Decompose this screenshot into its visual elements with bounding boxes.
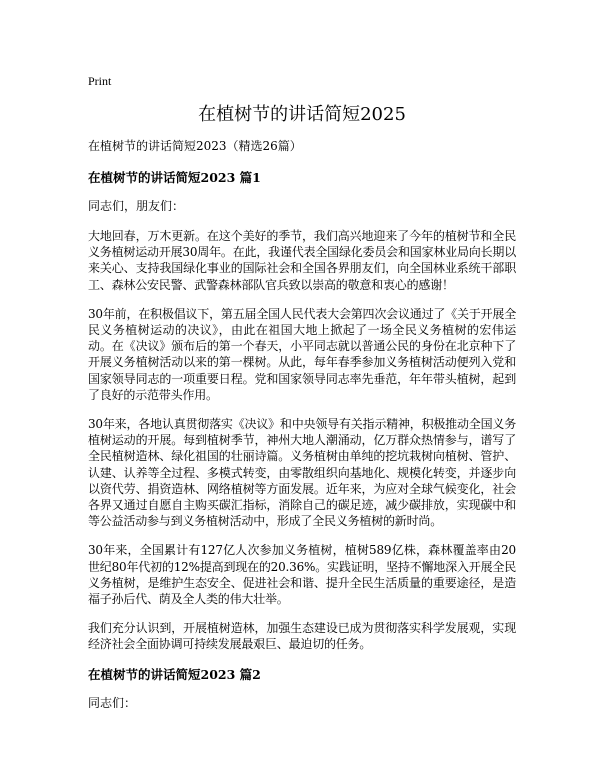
paragraph-3: 30年来，各地认真贯彻落实《决议》和中央领导有关指示精神，积极推动全国义务植树运动的开展。每到植树季节，神州大地人潮涌动，亿万群众热情参与，谱写了全民植树造林、绿化祖国的壮丽诗篇。义务植树由单纯的挖坑栽树向植树、管护、认建、认养等全过程、多模式转变，由零散组织向基地化、规模化转变，并逐步向以资代劳、捐资造林、网络植树等方面发展。近年来，为应对全球气候变化，社会各界又通过自愿自主购买碳汇指标，消除自己的碳足迹，减少碳排放，实现碳中和等公益活动参与到义务植树活动中，形成了全民义务植树的新时尚。 <box>88 417 516 529</box>
section-heading-2: 在植树节的讲话简短2023 篇2 <box>88 666 261 682</box>
document-title: 在植树节的讲话简短2025 <box>198 104 406 125</box>
paragraph-1: 大地回春，万木更新。在这个美好的季节，我们高兴地迎来了今年的植树节和全民义务植树运动开展30周年。在此，我谨代表全国绿化委员会和国家林业局向长期以来关心、支持我国绿化事业的国际社会和全国各界朋友们，向全国林业系统干部职工、森林公安民警、武警森林部队官兵致以崇高的敬意和衷心的感谢！ <box>88 229 516 292</box>
document-subtitle: 在植树节的讲话简短2023（精选26篇） <box>88 139 302 153</box>
greeting-2: 同志们： <box>88 695 137 710</box>
greeting-1: 同志们，朋友们： <box>88 199 185 213</box>
paragraph-4: 30年来，全国累计有127亿人次参加义务植树，植树589亿株，森林覆盖率由20世纪80年代初的12%提高到现在的20.36%。实践证明，坚持不懈地深入开展全民义务植树，是维护生态安全、促进社会和谐、提升全民生活质量的重要途径，是造福子孙后代、荫及全人类的伟大壮举。 <box>88 543 516 607</box>
section-heading-1: 在植树节的讲话简短2023 篇1 <box>88 170 261 185</box>
print-link[interactable]: Print <box>88 74 112 88</box>
paragraph-5: 我们充分认识到，开展植树造林，加强生态建设已成为贯彻落实科学发展观，实现经济社会全面协调可持续发展最艰巨、最迫切的任务。 <box>88 621 516 652</box>
paragraph-2: 30年前，在积极倡议下，第五届全国人民代表大会第四次会议通过了《关于开展全民义务植树运动的决议》，由此在祖国大地上掀起了一场全民义务植树的宏伟运动。在《决议》颁布后的第一个春天，小平同志就以普通公民的身份在北京种下了开展义务植树活动以来的第一棵树。从此，每年春季参加义务植树活动便列入党和国家领导同志的一项重要日程。党和国家领导同志率先垂范，年年带头植树，起到了良好的示范带头作用。 <box>88 306 516 402</box>
document-page <box>88 70 516 725</box>
